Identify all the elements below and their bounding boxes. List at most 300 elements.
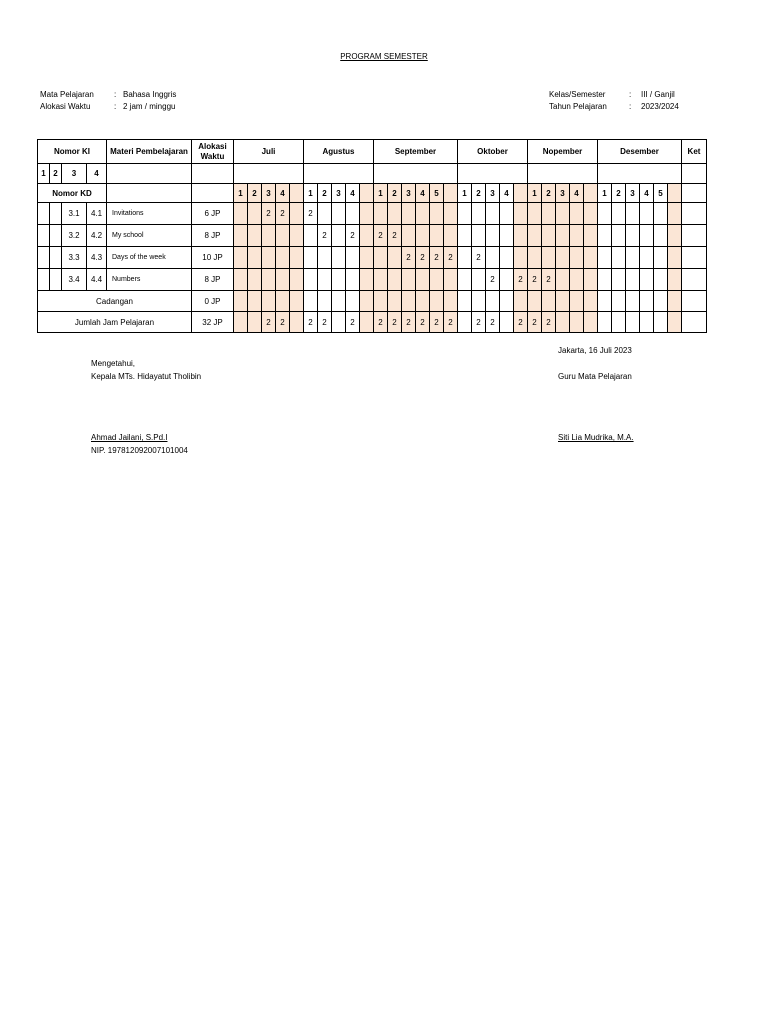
month-header: Agustus [304,140,374,164]
month-gap-cell [360,291,374,312]
meta-value: 2 jam / minggu [123,102,176,111]
month-gap-cell [360,312,374,333]
ket-cell [682,312,707,333]
week-value-cell [248,225,262,247]
week-value-cell [556,247,570,269]
week-number-cell: 1 [458,184,472,203]
week-cell [262,291,276,312]
month-gap-cell [668,225,682,247]
week-value-cell [374,203,388,225]
week-value-cell [276,247,290,269]
ki-number-cell: 3 [62,164,87,184]
week-cell [430,291,444,312]
week-value-cell [346,247,360,269]
week-value-cell [430,203,444,225]
week-value-cell [416,203,430,225]
week-value-cell [486,247,500,269]
month-header: September [374,140,458,164]
week-value-cell: 2 [318,225,332,247]
week-value-cell [458,312,472,333]
jumlah-label: Jumlah Jam Pelajaran [38,312,192,333]
week-value-cell [332,312,346,333]
month-gap-cell [584,247,598,269]
week-value-cell: 2 [416,312,430,333]
week-value-cell [556,269,570,291]
month-gap-cell [444,225,458,247]
alokasi-cell: 6 JP [192,203,234,225]
nomor-kd-header: Nomor KD [38,184,107,203]
materi-cell: Days of the week [107,247,192,269]
alokasi-header: Alokasi Waktu [192,140,234,164]
empty-cell [192,164,234,184]
kd4-cell: 4.3 [87,247,107,269]
month-gap-cell [514,247,528,269]
week-number-cell: 4 [346,184,360,203]
week-value-cell [374,269,388,291]
alokasi-cell: 8 JP [192,269,234,291]
week-value-cell: 2 [472,312,486,333]
week-number-cell: 1 [234,184,248,203]
week-value-cell: 2 [430,247,444,269]
week-value-cell: 2 [542,269,556,291]
alokasi-cell: 10 JP [192,247,234,269]
week-cell [570,291,584,312]
month-gap-cell [514,203,528,225]
week-number-cell: 2 [612,184,626,203]
month-gap-cell [360,203,374,225]
week-value-cell [500,247,514,269]
week-value-cell [640,312,654,333]
cadangan-alokasi: 0 JP [192,291,234,312]
week-value-cell [416,225,430,247]
month-gap-cell [290,203,304,225]
week-value-cell [318,203,332,225]
month-gap-cell [584,225,598,247]
signature-right [558,344,632,357]
month-header: Nopember [528,140,598,164]
week-value-cell [346,203,360,225]
week-value-cell [472,225,486,247]
empty-month-cell [598,164,682,184]
ket-cell [682,225,707,247]
empty-month-cell [458,164,528,184]
week-value-cell [612,247,626,269]
ki-number-cell: 4 [87,164,107,184]
guru-name: Siti Lia Mudrika, M.A. [558,433,634,442]
week-value-cell [458,203,472,225]
week-value-cell [486,225,500,247]
month-gap-cell [668,269,682,291]
empty-month-cell [528,164,598,184]
week-value-cell [598,203,612,225]
kepala-nip: NIP. 197812092007101004 [91,446,188,455]
week-value-cell: 2 [388,312,402,333]
month-gap-cell [360,225,374,247]
week-value-cell [626,269,640,291]
cadangan-label: Cadangan [38,291,192,312]
kd4-cell: 4.4 [87,269,107,291]
week-cell [640,291,654,312]
week-value-cell: 2 [416,247,430,269]
week-cell [388,291,402,312]
week-cell [276,291,290,312]
month-gap-cell [290,291,304,312]
week-value-cell: 2 [374,225,388,247]
week-value-cell [556,225,570,247]
meta-left [40,89,176,113]
week-value-cell [458,225,472,247]
week-cell [374,291,388,312]
week-value-cell [388,269,402,291]
month-header: Desember [598,140,682,164]
week-value-cell: 2 [542,312,556,333]
kd3-cell: 3.3 [62,247,87,269]
week-cell [486,291,500,312]
week-value-cell [248,247,262,269]
week-number-cell: 1 [598,184,612,203]
week-value-cell [598,225,612,247]
signature-left [91,357,201,383]
week-value-cell: 2 [528,312,542,333]
ket-cell [682,291,707,312]
ki-number-cell: 1 [38,164,50,184]
month-gap-cell [290,247,304,269]
ki-cell [38,247,50,269]
week-value-cell [500,269,514,291]
week-value-cell [346,269,360,291]
month-gap-cell [290,225,304,247]
week-number-cell: 5 [430,184,444,203]
week-value-cell [276,269,290,291]
week-number-cell: 2 [388,184,402,203]
week-value-cell [388,203,402,225]
week-number-cell: 3 [486,184,500,203]
week-value-cell [500,203,514,225]
month-gap-cell [668,312,682,333]
week-value-cell [570,247,584,269]
week-value-cell: 2 [374,312,388,333]
week-number-cell: 5 [654,184,668,203]
table-row [38,247,707,269]
kepala-title: Kepala MTs. Hidayatut Tholibin [91,372,202,381]
week-value-cell: 2 [262,312,276,333]
week-value-cell: 2 [388,225,402,247]
header-row-main [38,140,707,164]
signature-right-name [558,431,634,444]
month-header: Oktober [458,140,528,164]
month-gap-cell [444,291,458,312]
week-value-cell [262,269,276,291]
alokasi-cell: 8 JP [192,225,234,247]
week-value-cell: 2 [472,247,486,269]
materi-header: Materi Pembelajaran [107,140,192,164]
meta-key: Tahun Pelajaran [549,102,607,111]
week-cell [346,291,360,312]
month-gap-cell [360,269,374,291]
week-value-cell [570,312,584,333]
week-value-cell [598,247,612,269]
meta-sep: : [629,102,632,111]
month-gap-cell: 2 [444,247,458,269]
week-value-cell: 2 [346,312,360,333]
week-value-cell [318,247,332,269]
jumlah-row [38,312,707,333]
week-value-cell [374,247,388,269]
week-number-cell: 4 [276,184,290,203]
week-value-cell [542,225,556,247]
header-row-weeks [38,184,707,203]
table-row [38,203,707,225]
week-number-cell: 3 [402,184,416,203]
table-row [38,225,707,247]
month-gap-cell [360,184,374,203]
signature-right-title [558,370,632,383]
signature-left-name [91,431,188,457]
month-header: Juli [234,140,304,164]
week-cell [304,291,318,312]
week-number-cell: 4 [570,184,584,203]
week-value-cell [248,312,262,333]
month-gap-cell: 2 [514,269,528,291]
ki-cell [50,269,62,291]
ki-cell [38,203,50,225]
month-gap-cell: 2 [514,312,528,333]
document-title: PROGRAM SEMESTER [340,52,428,61]
week-value-cell: 2 [402,312,416,333]
week-value-cell [570,269,584,291]
month-gap-cell [444,269,458,291]
week-value-cell [276,225,290,247]
week-value-cell [500,225,514,247]
week-number-cell: 1 [374,184,388,203]
week-number-cell: 4 [416,184,430,203]
week-value-cell [458,247,472,269]
week-number-cell: 2 [318,184,332,203]
week-value-cell [542,247,556,269]
week-value-cell [402,269,416,291]
week-value-cell [612,312,626,333]
cadangan-row [38,291,707,312]
kd4-cell: 4.1 [87,203,107,225]
week-value-cell [654,203,668,225]
place-date: Jakarta, 16 Juli 2023 [558,346,632,355]
week-number-cell: 4 [640,184,654,203]
empty-month-cell [234,164,304,184]
week-value-cell [612,225,626,247]
month-gap-cell [584,291,598,312]
month-gap-cell [668,184,682,203]
week-cell [416,291,430,312]
week-cell [500,291,514,312]
ki-cell [50,247,62,269]
week-value-cell [304,225,318,247]
week-cell [472,291,486,312]
week-value-cell [654,312,668,333]
week-value-cell: 2 [486,269,500,291]
meta-sep: : [114,102,117,111]
meta-key: Mata Pelajaran [40,90,94,99]
week-value-cell [528,225,542,247]
week-value-cell [472,269,486,291]
meta-key: Alokasi Waktu [40,102,91,111]
week-cell [542,291,556,312]
week-value-cell [402,225,416,247]
week-value-cell [612,269,626,291]
kd4-cell: 4.2 [87,225,107,247]
materi-cell: My school [107,225,192,247]
week-value-cell [486,203,500,225]
week-value-cell [262,225,276,247]
week-value-cell [598,312,612,333]
week-value-cell [654,225,668,247]
week-cell [626,291,640,312]
empty-cell [107,164,192,184]
meta-value: 2023/2024 [641,102,679,111]
empty-cell [682,164,707,184]
month-gap-cell [584,312,598,333]
week-value-cell: 2 [528,269,542,291]
empty-cell [107,184,192,203]
month-gap-cell [584,203,598,225]
month-gap-cell [444,184,458,203]
table-row [38,269,707,291]
month-gap-cell [290,312,304,333]
week-cell [318,291,332,312]
week-value-cell [626,203,640,225]
week-value-cell [234,269,248,291]
nomor-ki-header: Nomor KI [38,140,107,164]
week-value-cell [640,247,654,269]
month-gap-cell [290,184,304,203]
week-value-cell [430,269,444,291]
week-value-cell [304,247,318,269]
week-cell [458,291,472,312]
week-value-cell [304,269,318,291]
week-number-cell: 4 [500,184,514,203]
week-value-cell [332,203,346,225]
mengetahui-label: Mengetahui, [91,359,136,368]
week-number-cell: 2 [542,184,556,203]
week-value-cell [318,269,332,291]
week-value-cell [234,247,248,269]
meta-sep: : [629,90,632,99]
week-value-cell: 2 [402,247,416,269]
week-value-cell [528,203,542,225]
ket-cell [682,203,707,225]
week-value-cell [528,247,542,269]
week-value-cell [556,312,570,333]
month-gap-cell [668,247,682,269]
guru-title: Guru Mata Pelajaran [558,372,632,381]
empty-cell [682,184,707,203]
month-gap-cell [514,184,528,203]
kd3-cell: 3.2 [62,225,87,247]
week-value-cell: 2 [262,203,276,225]
ki-cell [38,269,50,291]
week-value-cell [598,269,612,291]
week-value-cell [640,225,654,247]
week-value-cell [570,203,584,225]
week-value-cell [472,203,486,225]
meta-value: Bahasa Inggris [123,90,177,99]
week-number-cell: 3 [332,184,346,203]
month-gap-cell [444,203,458,225]
ki-cell [50,203,62,225]
month-gap-cell: 2 [444,312,458,333]
materi-cell: Invitations [107,203,192,225]
week-value-cell [388,247,402,269]
week-value-cell: 2 [276,312,290,333]
week-cell [234,291,248,312]
week-value-cell [248,269,262,291]
meta-key: Kelas/Semester [549,90,606,99]
week-number-cell: 1 [528,184,542,203]
week-value-cell [626,312,640,333]
week-value-cell [430,225,444,247]
week-number-cell: 2 [472,184,486,203]
week-cell [332,291,346,312]
week-value-cell: 2 [346,225,360,247]
week-cell [528,291,542,312]
week-value-cell [626,247,640,269]
ki-number-cell: 2 [50,164,62,184]
program-semester-table [37,139,707,333]
meta-right [549,89,679,113]
week-value-cell [612,203,626,225]
week-value-cell [626,225,640,247]
week-cell [612,291,626,312]
month-gap-cell [584,269,598,291]
week-value-cell [332,269,346,291]
week-cell [654,291,668,312]
ket-header: Ket [682,140,707,164]
month-gap-cell [584,184,598,203]
month-gap-cell [514,225,528,247]
week-cell [248,291,262,312]
week-cell [598,291,612,312]
week-number-cell: 3 [556,184,570,203]
header-row-ki [38,164,707,184]
week-value-cell: 2 [430,312,444,333]
week-value-cell [234,203,248,225]
week-value-cell [234,225,248,247]
month-gap-cell [514,291,528,312]
jumlah-alokasi: 32 JP [192,312,234,333]
month-gap-cell [290,269,304,291]
week-cell [556,291,570,312]
month-gap-cell [668,203,682,225]
ki-cell [38,225,50,247]
week-cell [402,291,416,312]
week-value-cell [332,247,346,269]
week-value-cell: 2 [318,312,332,333]
week-value-cell [262,247,276,269]
week-number-cell: 2 [248,184,262,203]
ket-cell [682,269,707,291]
empty-month-cell [374,164,458,184]
materi-cell: Numbers [107,269,192,291]
ket-cell [682,247,707,269]
empty-month-cell [304,164,374,184]
meta-row-mata-pelajaran [40,89,176,101]
week-value-cell [640,203,654,225]
empty-cell [192,184,234,203]
week-value-cell: 2 [304,203,318,225]
kd3-cell: 3.4 [62,269,87,291]
meta-row-tahun-pelajaran [549,101,679,113]
week-value-cell [654,269,668,291]
meta-row-kelas-semester [549,89,679,101]
